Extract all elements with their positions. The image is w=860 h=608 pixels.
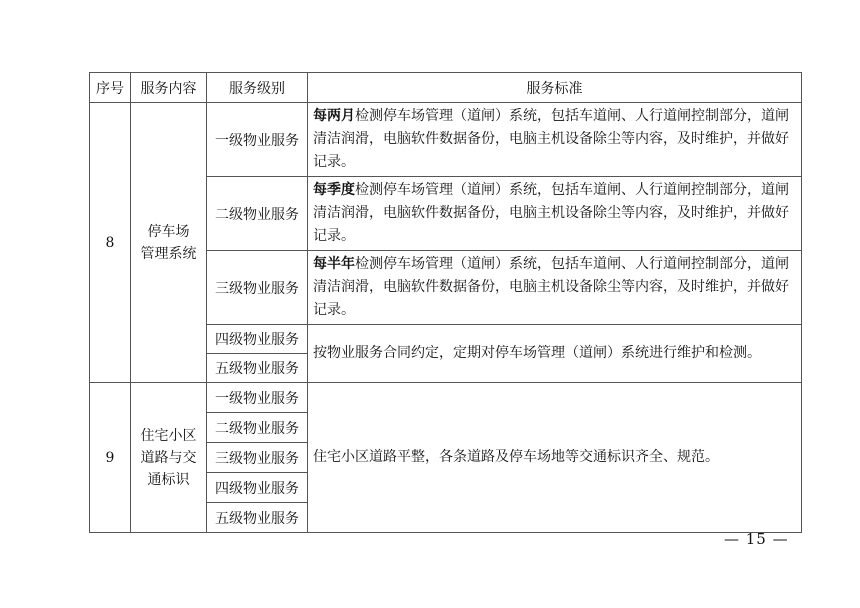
row9-no: 9: [90, 383, 131, 533]
row9-level-5: 五级物业服务: [207, 503, 308, 533]
row9-content-line: 通标识: [147, 471, 190, 488]
row8-level-3: 三级物业服务: [207, 251, 308, 325]
row8-standard-45: 按物业服务合同约定，定期对停车场管理（道闸）系统进行维护和检测。: [308, 325, 802, 383]
header-level: 服务级别: [207, 73, 308, 103]
row9-content-line: 住宅小区: [140, 427, 197, 444]
row8-standard-2: [308, 177, 802, 251]
service-standard-table: [89, 72, 802, 533]
row9-level-4: 四级物业服务: [207, 473, 308, 503]
row8-content: [131, 103, 207, 383]
header-no: 序号: [90, 73, 131, 103]
row9-level-2: 二级物业服务: [207, 413, 308, 443]
row9-level-3: 三级物业服务: [207, 443, 308, 473]
table-row: [90, 103, 802, 177]
row8-level-5: 五级物业服务: [207, 354, 308, 383]
header-content: 服务内容: [131, 73, 207, 103]
standard-frequency: 每两月: [313, 108, 355, 124]
standard-text: 检测停车场管理（道闸）系统，包括车道闸、人行道闸控制部分，道闸清洁润滑，电脑软件数据备份，电脑主机设备除尘等内容，及时维护，并做好记录。: [313, 182, 789, 244]
page-number: — 15 —: [724, 530, 789, 548]
row8-level-2: 二级物业服务: [207, 177, 308, 251]
row8-standard-3: [308, 251, 802, 325]
header-standard: 服务标准: [308, 73, 802, 103]
row8-no: 8: [90, 103, 131, 383]
standard-frequency: 每半年: [313, 256, 355, 272]
row9-standard: 住宅小区道路平整，各条道路及停车场地等交通标识齐全、规范。: [308, 383, 802, 533]
standard-text: 检测停车场管理（道闸）系统，包括车道闸、人行道闸控制部分，道闸清洁润滑，电脑软件数据备份，电脑主机设备除尘等内容，及时维护，并做好记录。: [313, 256, 789, 318]
standard-frequency: 每季度: [313, 182, 355, 198]
row9-level-1: 一级物业服务: [207, 383, 308, 413]
row8-level-4: 四级物业服务: [207, 325, 308, 354]
row8-standard-1: [308, 103, 802, 177]
row9-content-line: 道路与交: [140, 449, 197, 466]
row8-level-1: 一级物业服务: [207, 103, 308, 177]
standard-text: 检测停车场管理（道闸）系统，包括车道闸、人行道闸控制部分，道闸清洁润滑，电脑软件数据备份，电脑主机设备除尘等内容，及时维护，并做好记录。: [313, 108, 789, 170]
row8-content-line: 停车场: [147, 223, 190, 240]
table-row: [90, 383, 802, 413]
row8-content-line: 管理系统: [140, 245, 197, 262]
row9-content: [131, 383, 207, 533]
header-row: [90, 73, 802, 103]
